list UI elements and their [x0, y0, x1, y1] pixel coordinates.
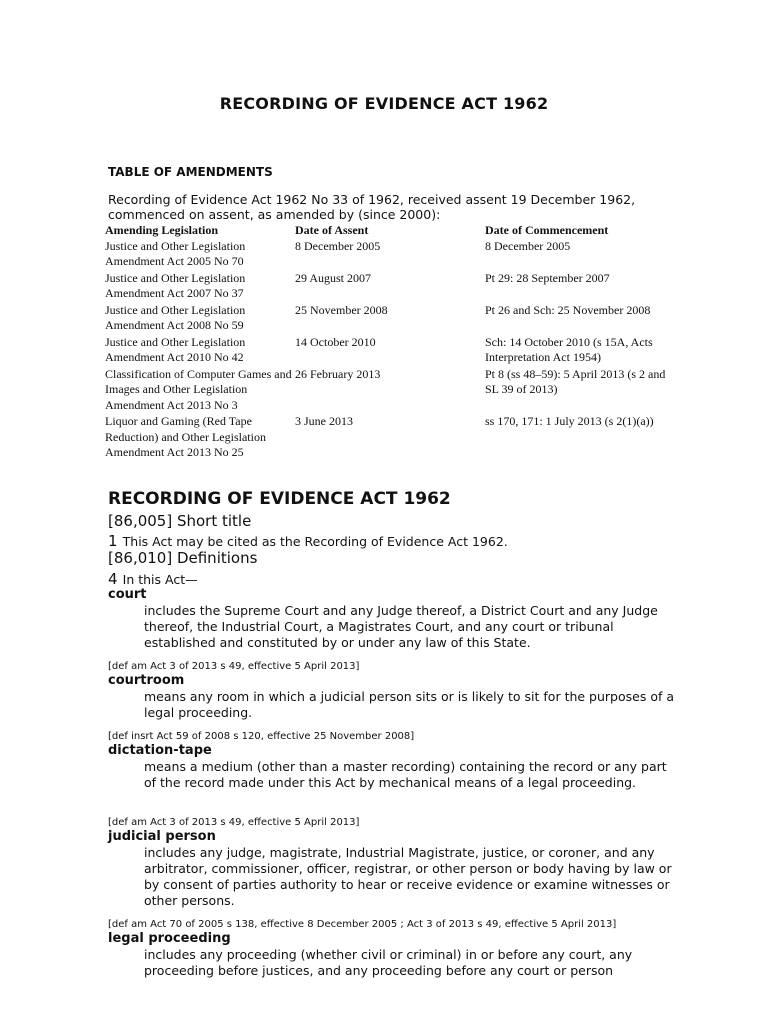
note-text: [def am Act 3 of 2013 s 49, effective 5 April 2013] — [108, 661, 360, 672]
legislation-cell: Justice and Other Legislation Amendment Act 2008 No 59 — [105, 302, 246, 332]
definition-term: legal proceeding — [108, 931, 231, 946]
table-row — [105, 367, 680, 415]
section-4 — [108, 569, 708, 588]
amendments-intro: Recording of Evidence Act 1962 No 33 of 1962, received assent 19 December 1962, commenced on assent, as amended by (since 2000): — [108, 192, 636, 222]
section-text: In this Act— — [122, 572, 198, 587]
definition-text: means any room in which a judicial person sits or is likely to sit for the purposes of a legal proceeding. — [144, 689, 675, 720]
assent-cell: 3 June 2013 — [295, 414, 353, 428]
commencement-cell: Pt 29: 28 September 2007 — [485, 270, 610, 285]
note-text: [def am Act 3 of 2013 s 49, effective 5 April 2013] — [108, 817, 360, 828]
assent-cell: 14 October 2010 — [295, 334, 376, 349]
table-row — [105, 271, 680, 303]
amendments-header-row — [105, 223, 680, 239]
section-number: 4 — [108, 570, 118, 588]
short-title-heading: [86,005] Short title — [108, 512, 252, 530]
assent-cell: 29 August 2007 — [295, 270, 372, 285]
column-header-assent: Date of Assent — [295, 223, 369, 237]
definitions-heading: [86,010] Definitions — [108, 549, 258, 567]
table-row — [105, 239, 680, 271]
amendment-note — [108, 816, 728, 829]
commencement-cell: ss 170, 171: 1 July 2013 (s 2(1)(a)) — [485, 414, 654, 428]
legislation-cell: Classification of Computer Games and Images and Other Legislation Amendment Act 2013 No 3 — [105, 366, 292, 412]
table-row — [105, 335, 680, 367]
table-row — [105, 303, 680, 335]
note-text: [def insrt Act 59 of 2008 s 120, effective 25 November 2008] — [108, 731, 415, 742]
amendments-heading: TABLE OF AMENDMENTS — [108, 165, 273, 179]
legislation-cell: Justice and Other Legislation Amendment Act 2010 No 42 — [105, 334, 246, 364]
commencement-cell: Pt 8 (ss 48–59): 5 April 2013 (s 2 and SL 39 of 2013) — [485, 366, 666, 396]
amendment-note — [108, 730, 728, 743]
section-number: 1 — [108, 532, 118, 550]
legislation-cell: Justice and Other Legislation Amendment Act 2005 No 70 — [105, 238, 246, 268]
assent-cell: 25 November 2008 — [295, 302, 388, 317]
definition-text: includes the Supreme Court and any Judge thereof, a District Court and any Judge thereof, the Industrial Court, a Magistrates Court, and any court or tribunal established and constituted by or under any law of this State. — [144, 603, 658, 650]
commencement-cell: Sch: 14 October 2010 (s 15A, Acts Interpretation Act 1954) — [485, 334, 653, 364]
act-heading: RECORDING OF EVIDENCE ACT 1962 — [108, 489, 451, 509]
table-row — [105, 414, 680, 462]
amendments-table — [105, 223, 680, 462]
definition-term: court — [108, 587, 147, 602]
column-header-legislation: Amending Legislation — [105, 223, 219, 237]
definition-dictation-tape — [108, 743, 728, 791]
definition-text: includes any proceeding (whether civil or criminal) in or before any court, any proceeding before justices, and any proceeding before any court or person — [144, 947, 633, 978]
column-header-commencement: Date of Commencement — [485, 223, 609, 237]
assent-cell: 26 February 2013 — [295, 366, 381, 381]
definition-legal-proceeding — [108, 931, 728, 979]
definition-text: means a medium (other than a master recording) containing the record or any part of the record made under this Act by mechanical means of a legal proceeding. — [144, 759, 667, 790]
section-text: This Act may be cited as the Recording of Evidence Act 1962. — [122, 534, 508, 549]
commencement-cell: Pt 26 and Sch: 25 November 2008 — [485, 302, 651, 317]
short-title-section — [108, 512, 708, 530]
commencement-cell: 8 December 2005 — [485, 238, 571, 253]
definition-term: judicial person — [108, 829, 216, 844]
definition-courtroom — [108, 673, 728, 721]
document-title: RECORDING OF EVIDENCE ACT 1962 — [219, 94, 549, 113]
amendment-note — [108, 918, 728, 931]
definition-term: courtroom — [108, 673, 185, 688]
definition-term: dictation-tape — [108, 743, 212, 758]
amendment-note — [108, 660, 728, 673]
legislation-cell: Justice and Other Legislation Amendment Act 2007 No 37 — [105, 270, 246, 300]
legislation-cell: Liquor and Gaming (Red Tape Reduction) and Other Legislation Amendment Act 2013 No 25 — [105, 414, 266, 459]
assent-cell: 8 December 2005 — [295, 238, 381, 253]
definition-text: includes any judge, magistrate, Industrial Magistrate, justice, or coroner, and any arbitrator, commissioner, officer, registrar, or other person or body having by law or by consent of parties authority to hear or receive evidence or examine witnesses or other persons. — [144, 845, 672, 908]
section-1 — [108, 531, 708, 550]
definition-court — [108, 587, 728, 651]
definition-judicial-person — [108, 829, 728, 909]
definitions-section — [108, 549, 708, 567]
note-text: [def am Act 70 of 2005 s 138, effective 8 December 2005 ; Act 3 of 2013 s 49, effective 5 April 2013] — [108, 919, 617, 930]
